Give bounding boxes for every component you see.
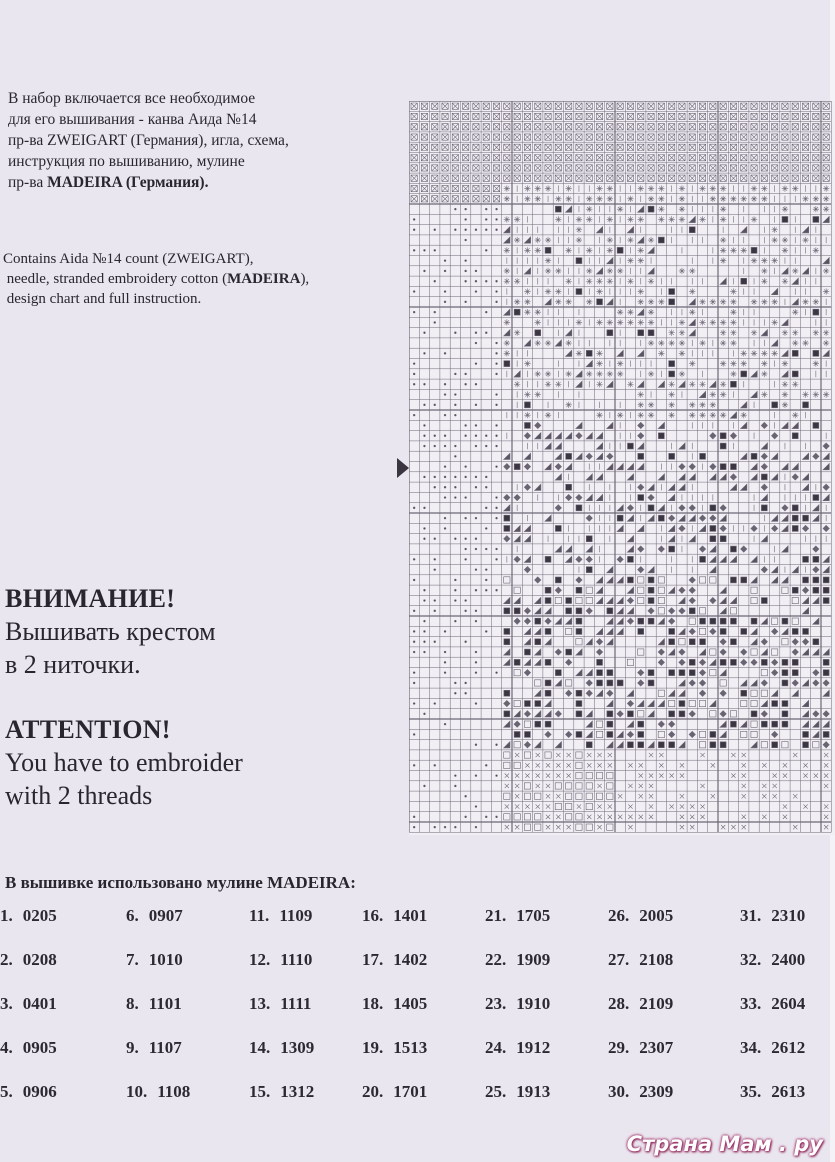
- warning-ru-title: ВНИМАНИЕ!: [5, 584, 176, 613]
- thread-entry: [362, 994, 427, 1014]
- thread-code: 1405: [393, 994, 428, 1013]
- thread-code: 1309: [280, 1038, 315, 1057]
- thread-entry: [740, 994, 805, 1014]
- thread-entry: [0, 1082, 57, 1102]
- thread-entry: [249, 950, 312, 970]
- thread-number: 4.: [0, 1038, 13, 1057]
- thread-code: 2005: [639, 906, 674, 925]
- thread-entry: [740, 1082, 805, 1102]
- thread-code: 1401: [393, 906, 428, 925]
- thread-code: 0906: [22, 1082, 57, 1101]
- thread-number: 31.: [740, 906, 762, 925]
- thread-code: 1109: [279, 906, 313, 925]
- warning-ru-line: Вышивать крестом: [5, 617, 216, 646]
- thread-entry: [0, 994, 57, 1014]
- intro-russian: [8, 88, 388, 193]
- thread-code: 1108: [157, 1082, 191, 1101]
- thread-code: 1107: [148, 1038, 182, 1057]
- thread-number: 1.: [0, 906, 13, 925]
- thread-number: 28.: [608, 994, 630, 1013]
- thread-number: 27.: [608, 950, 630, 969]
- thread-list: [0, 906, 835, 1126]
- thread-entry: [249, 906, 312, 926]
- thread-number: 34.: [740, 1038, 762, 1057]
- thread-code: 0208: [22, 950, 57, 969]
- thread-entry: [608, 1082, 673, 1102]
- thread-code: 1909: [516, 950, 551, 969]
- thread-entry: [249, 1082, 314, 1102]
- thread-number: 29.: [608, 1038, 630, 1057]
- intro-en-line: Contains Aida №14 count (ZWEIGART),: [3, 251, 254, 267]
- thread-entry: [126, 1038, 182, 1058]
- thread-number: 18.: [362, 994, 384, 1013]
- thread-code: 1111: [280, 994, 312, 1013]
- thread-code: 2310: [771, 906, 806, 925]
- intro-ru-line: В набор включается все необходимое: [8, 90, 256, 107]
- thread-entry: [362, 950, 427, 970]
- thread-number: 21.: [485, 906, 507, 925]
- thread-entry: [126, 906, 183, 926]
- warning-ru-line: в 2 ниточки.: [5, 650, 141, 679]
- thread-number: 23.: [485, 994, 507, 1013]
- thread-entry: [362, 1038, 427, 1058]
- thread-code: 1010: [148, 950, 183, 969]
- thread-entry: [249, 994, 311, 1014]
- intro-en-prefix: needle, stranded embroidery cotton (: [6, 271, 228, 287]
- thread-entry: [608, 994, 673, 1014]
- thread-entry: [608, 950, 673, 970]
- thread-number: 32.: [740, 950, 762, 969]
- thread-number: 16.: [362, 906, 384, 925]
- thread-code: 2309: [639, 1082, 674, 1101]
- intro-ru-line: инструкция по вышиванию, мулине: [8, 153, 245, 170]
- thread-number: 22.: [485, 950, 507, 969]
- thread-code: 1513: [393, 1038, 428, 1057]
- thread-number: 12.: [249, 950, 271, 969]
- thread-number: 24.: [485, 1038, 507, 1057]
- thread-code: 2307: [639, 1038, 674, 1057]
- thread-code: 1101: [148, 994, 182, 1013]
- watermark-logo: Страна Мам . ру: [626, 1132, 823, 1156]
- intro-ru-line: [8, 172, 388, 193]
- thread-entry: [0, 950, 57, 970]
- thread-number: 10.: [126, 1082, 148, 1101]
- thread-entry: [126, 1082, 190, 1102]
- thread-entry: [740, 1038, 805, 1058]
- thread-number: 9.: [126, 1038, 139, 1057]
- intro-ru-line: для его вышивания - канва Аида №14: [8, 111, 257, 128]
- cross-stitch-chart: [409, 101, 835, 835]
- thread-entry: [0, 906, 57, 926]
- thread-code: 1110: [280, 950, 313, 969]
- thread-entry: [0, 1038, 57, 1058]
- thread-entry: [608, 906, 673, 926]
- intro-en-suffix: ),: [300, 271, 310, 287]
- thread-number: 20.: [362, 1082, 384, 1101]
- thread-number: 2.: [0, 950, 13, 969]
- thread-code: 1913: [516, 1082, 551, 1101]
- thread-number: 5.: [0, 1082, 13, 1101]
- thread-entry: [740, 906, 805, 926]
- threads-title: В вышивке использовано мулине MADEIRA:: [5, 873, 356, 892]
- thread-code: 1701: [393, 1082, 428, 1101]
- thread-entry: [126, 994, 182, 1014]
- thread-number: 33.: [740, 994, 762, 1013]
- warning-en-line: You have to embroider: [5, 748, 243, 777]
- thread-code: 1705: [516, 906, 551, 925]
- intro-ru-brand: MADEIRA (Германия).: [47, 174, 209, 191]
- thread-number: 7.: [126, 950, 139, 969]
- thread-entry: [740, 950, 805, 970]
- thread-code: 1912: [516, 1038, 551, 1057]
- chart-grid: [409, 101, 835, 835]
- thread-code: 2613: [771, 1082, 806, 1101]
- thread-code: 1312: [280, 1082, 315, 1101]
- thread-code: 2108: [639, 950, 674, 969]
- thread-number: 25.: [485, 1082, 507, 1101]
- thread-number: 30.: [608, 1082, 630, 1101]
- thread-code: 2612: [771, 1038, 806, 1057]
- intro-ru-prefix: пр-ва: [8, 174, 48, 191]
- thread-code: 0907: [148, 906, 183, 925]
- thread-code: 2604: [771, 994, 806, 1013]
- warning-english: [5, 713, 243, 812]
- triangle-pointer-icon: [397, 458, 409, 478]
- thread-code: 1402: [393, 950, 428, 969]
- thread-number: 14.: [249, 1038, 271, 1057]
- intro-en-line: [3, 269, 383, 289]
- thread-entry: [362, 906, 427, 926]
- thread-number: 19.: [362, 1038, 384, 1057]
- thread-code: 0205: [22, 906, 57, 925]
- thread-number: 15.: [249, 1082, 271, 1101]
- thread-entry: [126, 950, 183, 970]
- thread-number: 26.: [608, 906, 630, 925]
- intro-ru-line: пр-ва ZWEIGART (Германия), игла, схема,: [8, 132, 289, 149]
- thread-entry: [485, 1038, 550, 1058]
- intro-en-line: [3, 289, 383, 309]
- thread-number: 6.: [126, 906, 139, 925]
- thread-entry: [362, 1082, 427, 1102]
- intro-english: [3, 249, 383, 309]
- warning-russian: [5, 582, 216, 681]
- thread-number: 35.: [740, 1082, 762, 1101]
- thread-number: 11.: [249, 906, 270, 925]
- thread-entry: [485, 994, 550, 1014]
- intro-en-brand: MADEIRA: [227, 271, 301, 287]
- thread-entry: [608, 1038, 673, 1058]
- intro-en-text: design chart and full instruction.: [6, 291, 202, 307]
- thread-entry: [485, 906, 550, 926]
- thread-code: 2109: [639, 994, 674, 1013]
- thread-code: 1910: [516, 994, 551, 1013]
- thread-number: 17.: [362, 950, 384, 969]
- thread-number: 3.: [0, 994, 13, 1013]
- thread-entry: [249, 1038, 314, 1058]
- thread-entry: [485, 950, 550, 970]
- thread-code: 0905: [22, 1038, 57, 1057]
- thread-code: 2400: [771, 950, 806, 969]
- thread-entry: [485, 1082, 550, 1102]
- thread-number: 8.: [126, 994, 139, 1013]
- thread-code: 0401: [22, 994, 57, 1013]
- thread-number: 13.: [249, 994, 271, 1013]
- warning-en-title: ATTENTION!: [5, 715, 171, 744]
- warning-en-line: with 2 threads: [5, 781, 153, 810]
